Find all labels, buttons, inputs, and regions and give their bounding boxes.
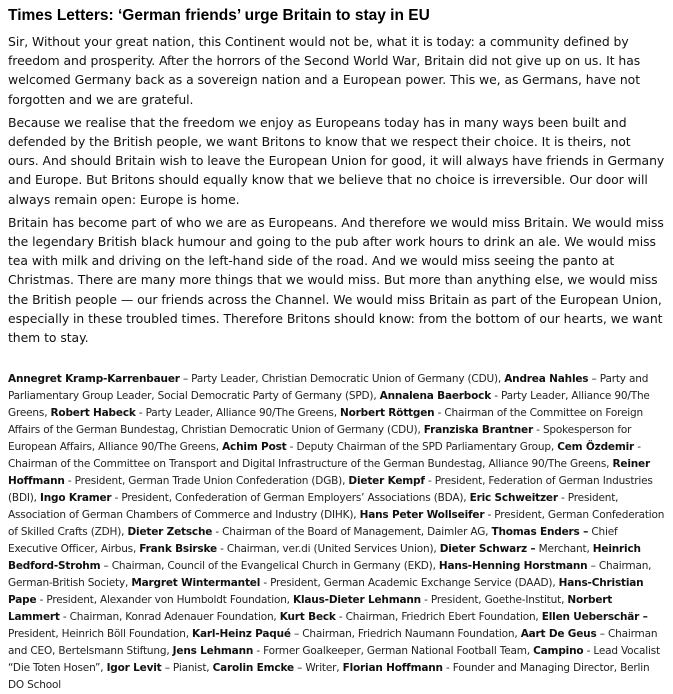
- signatory-role: – Party Leader, Christian Democratic Union of Germany (CDU),: [179, 373, 505, 386]
- signatory-role: President, Heinrich Böll Foundation,: [8, 628, 193, 641]
- letter-paragraph-2: Because we realise that the freedom we enjoy as Europeans today has in many ways been built and defended by the British people, we want Britons to know that we respect their choice. It is theirs, not ours. And should Britain wish to leave the European Union for good, it will always have friends in Germany and Europe. But Britons should equally know that we believe that no choice is irreversible. Our door will always remain open: Europe is home.: [8, 114, 665, 207]
- signatory-role: – Chairman, Friedrich Naumann Foundation,: [290, 628, 521, 641]
- signatory-name: Achim Post: [222, 441, 287, 454]
- signatory-name: Jens Lehmann: [172, 645, 254, 658]
- signatory-role: - Chairman of the Committee on Foreign Affairs of the German Bundestag, Christian Democratic Union of Germany (CDU),: [8, 407, 643, 437]
- signatory-name: Dieter Schwarz –: [439, 543, 536, 556]
- signatory-name: Eric Schweitzer: [469, 492, 558, 505]
- signatory-name: Heinrich Bedford-Strohm: [8, 543, 641, 573]
- signatory-role: - Chairman, Konrad Adenauer Foundation,: [59, 611, 280, 624]
- signatory-name: Hans Peter Wollseifer: [359, 509, 485, 522]
- signatory-role: - President, German Trade Union Confederation (DGB),: [64, 475, 349, 488]
- signatory-role: - Chairman of the Committee on Transport and Digital Infrastructure of the German Bundestag, Alliance 90/The Greens,: [8, 441, 641, 471]
- signatory-role: - Founder and Managing Director, Berlin DO School: [8, 662, 650, 692]
- signatory-name: Cem Özdemir: [557, 441, 635, 454]
- signatory-role: Merchant,: [535, 543, 593, 556]
- signatory-role: - President, Federation of German Industries (BDI),: [8, 475, 653, 505]
- signatory-role: - Chairman, ver.di (United Services Union),: [216, 543, 440, 556]
- signatory-role: – Writer,: [293, 662, 343, 675]
- signatory-role: - Chairman, Friedrich Ebert Foundation,: [335, 611, 542, 624]
- signatory-name: Klaus-Dieter Lehmann: [293, 594, 421, 607]
- signatory-role: - President, Confederation of German Employers’ Associations (BDA),: [111, 492, 470, 505]
- signatory-role: Chief Executive Officer, Airbus,: [8, 526, 618, 556]
- signatory-role: - President, German Confederation of Skilled Crafts (ZDH),: [8, 509, 665, 539]
- signatory-role: - Former Goalkeeper, German National Football Team,: [253, 645, 534, 658]
- signatory-name: Robert Habeck: [50, 407, 136, 420]
- signatory-role: – Chairman, German-British Society,: [8, 560, 652, 590]
- signatory-name: Norbert Lammert: [8, 594, 613, 624]
- signatory-role: - Party Leader, Alliance 90/The Greens,: [8, 390, 650, 420]
- signatory-role: – Chairman and CEO, Bertelsmann Stiftung,: [8, 628, 658, 658]
- signatory-name: Campino: [533, 645, 584, 658]
- signatory-name: Annalena Baerbock: [379, 390, 492, 403]
- signatory-name: Annegret Kramp-Karrenbauer: [8, 373, 180, 386]
- signatory-role: – Pianist,: [161, 662, 213, 675]
- letter-headline: Times Letters: ‘German friends’ urge Britain to stay in EU: [8, 7, 430, 24]
- signatory-name: Florian Hoffmann: [342, 662, 443, 675]
- signatory-role: - Deputy Chairman of the SPD Parliamentary Group,: [286, 441, 558, 454]
- signatory-name: Margret Wintermantel: [131, 577, 261, 590]
- signatory-name: Andrea Nahles: [504, 373, 589, 386]
- signatory-role: - President, Goethe-Institut,: [420, 594, 568, 607]
- signatory-name: Ingo Kramer: [40, 492, 112, 505]
- signatory-name: Aart De Geus: [520, 628, 597, 641]
- signatory-name: Norbert Röttgen: [340, 407, 435, 420]
- letter-paragraph-1: Sir, Without your great nation, this Continent would not be, what it is today: a community defined by freedom and prosperity. After the horrors of the Second World War, Britain did not give up on us. It has welcomed Germany back as a sovereign nation and a European power. This we, as Germans, have not forgotten and we are grateful.: [8, 34, 641, 107]
- signatory-name: Frank Bsirske: [139, 543, 217, 556]
- signatory-name: Dieter Kempf: [348, 475, 425, 488]
- signatory-name: Karl-Heinz Paqué: [192, 628, 291, 641]
- signatory-name: Hans-Christian Pape: [8, 577, 644, 607]
- signatory-role: – Party and Parliamentary Group Leader, Social Democratic Party of Germany (SPD),: [8, 373, 649, 403]
- signatory-name: Thomas Enders –: [491, 526, 589, 539]
- signatory-name: Dieter Zetsche: [127, 526, 213, 539]
- signatory-role: – Chairman, Council of the Evangelical Church in Germany (EKD),: [100, 560, 439, 573]
- signatory-name: Igor Levit: [106, 662, 162, 675]
- signatory-role: - Party Leader, Alliance 90/The Greens,: [135, 407, 341, 420]
- signatories-list: [8, 371, 665, 694]
- signatory-name: Carolin Emcke: [212, 662, 294, 675]
- signatory-role: - President, Alexander von Humboldt Foundation,: [36, 594, 293, 607]
- signatory-role: - Spokesperson for European Affairs, Alliance 90/The Greens,: [8, 424, 632, 454]
- signatory-name: Franziska Brantner: [423, 424, 534, 437]
- signatory-role: - President, Association of German Chambers of Commerce and Industry (DIHK),: [8, 492, 619, 522]
- signatory-name: Hans-Henning Horstmann: [438, 560, 588, 573]
- signatory-name: Reiner Hoffmann: [8, 458, 650, 488]
- signatory-name: Ellen Ueberschär –: [541, 611, 648, 624]
- signatory-role: - Lead Vocalist “Die Toten Hosen”,: [8, 645, 660, 675]
- signatory-role: - Chairman of the Board of Management, Daimler AG,: [212, 526, 492, 539]
- signatory-name: Kurt Beck: [279, 611, 336, 624]
- signatory-role: - President, German Academic Exchange Service (DAAD),: [260, 577, 559, 590]
- letter-paragraph-3: Britain has become part of who we are as Europeans. And therefore we would miss Britain. We would miss the legendary British black humour and going to the pub after work hours to drink an ale. We would miss tea with milk and driving on the left-hand side of the road. And we would miss seeing the panto at Christmas. There are many more things that we would miss. But more than anything else, we would miss the British people — our friends across the Channel. We would miss Britain as part of the European Union, especially in these troubled times. Therefore Britons should know: from the bottom of our hearts, we want them to stay.: [8, 214, 664, 346]
